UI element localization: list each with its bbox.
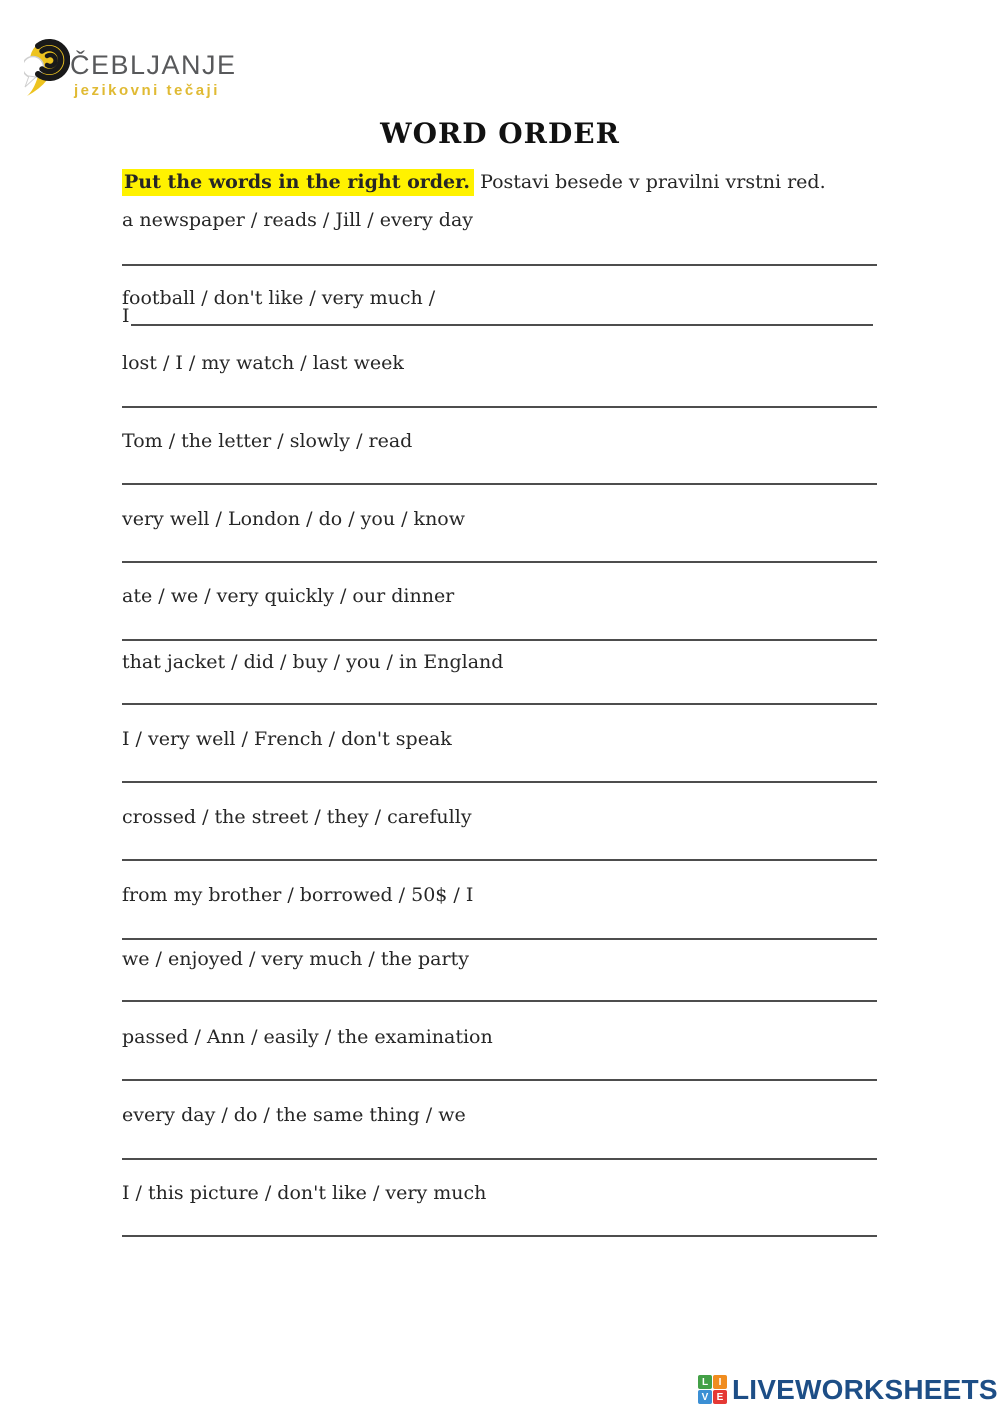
- exercise-prompt-7: that jacket / did / buy / you / in England: [122, 651, 504, 673]
- grid-letter-e: E: [713, 1390, 727, 1404]
- answer-blank-6[interactable]: [122, 639, 877, 641]
- answer-blank-1[interactable]: [122, 264, 877, 266]
- grid-letter-v: V: [698, 1390, 712, 1404]
- exercise-prompt-5: very well / London / do / you / know: [122, 508, 466, 530]
- exercise-prompt-3: lost / I / my watch / last week: [122, 352, 404, 374]
- brand-logo: [24, 34, 264, 106]
- exercise-prompt-12: passed / Ann / easily / the examination: [122, 1026, 493, 1048]
- answer-blank-3[interactable]: [122, 406, 877, 408]
- liveworksheets-logo[interactable]: [698, 1372, 998, 1406]
- answer-blank-9[interactable]: [122, 859, 877, 861]
- exercise-prompt-14: I / this picture / don't like / very much: [122, 1182, 487, 1204]
- instruction-translation: Postavi besede v pravilni vrstni red.: [474, 171, 826, 193]
- grid-letter-i: I: [713, 1375, 727, 1389]
- exercise-prompt-8: I / very well / French / don't speak: [122, 728, 452, 750]
- grid-letter-l: L: [698, 1375, 712, 1389]
- instruction-highlight: Put the words in the right order.: [122, 169, 474, 196]
- answer-blank-11[interactable]: [122, 1000, 877, 1002]
- liveworksheets-wordmark: LIVEWORKSHEETS: [732, 1374, 998, 1405]
- exercise-prompt-4: Tom / the letter / slowly / read: [122, 430, 413, 452]
- answer-blank-5[interactable]: [122, 561, 877, 563]
- answer-blank-12[interactable]: [122, 1079, 877, 1081]
- answer-blank-13[interactable]: [122, 1158, 877, 1160]
- brand-tagline: jezikovni tečaji: [74, 82, 220, 99]
- exercise-prompt-11: we / enjoyed / very much / the party: [122, 948, 469, 970]
- answer-blank-14[interactable]: [122, 1235, 877, 1237]
- instruction: [122, 168, 882, 196]
- answer-blank-10[interactable]: [122, 938, 877, 940]
- answer-blank-4[interactable]: [122, 483, 877, 485]
- answer-prefix: I: [122, 305, 130, 327]
- answer-line-fill[interactable]: [131, 324, 873, 326]
- page-title: WORD ORDER: [380, 117, 620, 150]
- exercise-prompt-2: football / don't like / very much /: [122, 287, 436, 309]
- bee-speech-bubble-icon: [24, 36, 70, 102]
- exercise-prompt-10: from my brother / borrowed / 50$ / I: [122, 884, 474, 906]
- answer-blank-2[interactable]: [122, 303, 873, 329]
- exercise-prompt-9: crossed / the street / they / carefully: [122, 806, 472, 828]
- exercise-prompt-1: a newspaper / reads / Jill / every day: [122, 209, 473, 231]
- brand-name: ČEBLJANJE: [70, 50, 237, 80]
- answer-blank-8[interactable]: [122, 781, 877, 783]
- exercise-prompt-13: every day / do / the same thing / we: [122, 1104, 466, 1126]
- live-grid-icon: [698, 1375, 728, 1405]
- answer-blank-7[interactable]: [122, 703, 877, 705]
- exercise-prompt-6: ate / we / very quickly / our dinner: [122, 585, 455, 607]
